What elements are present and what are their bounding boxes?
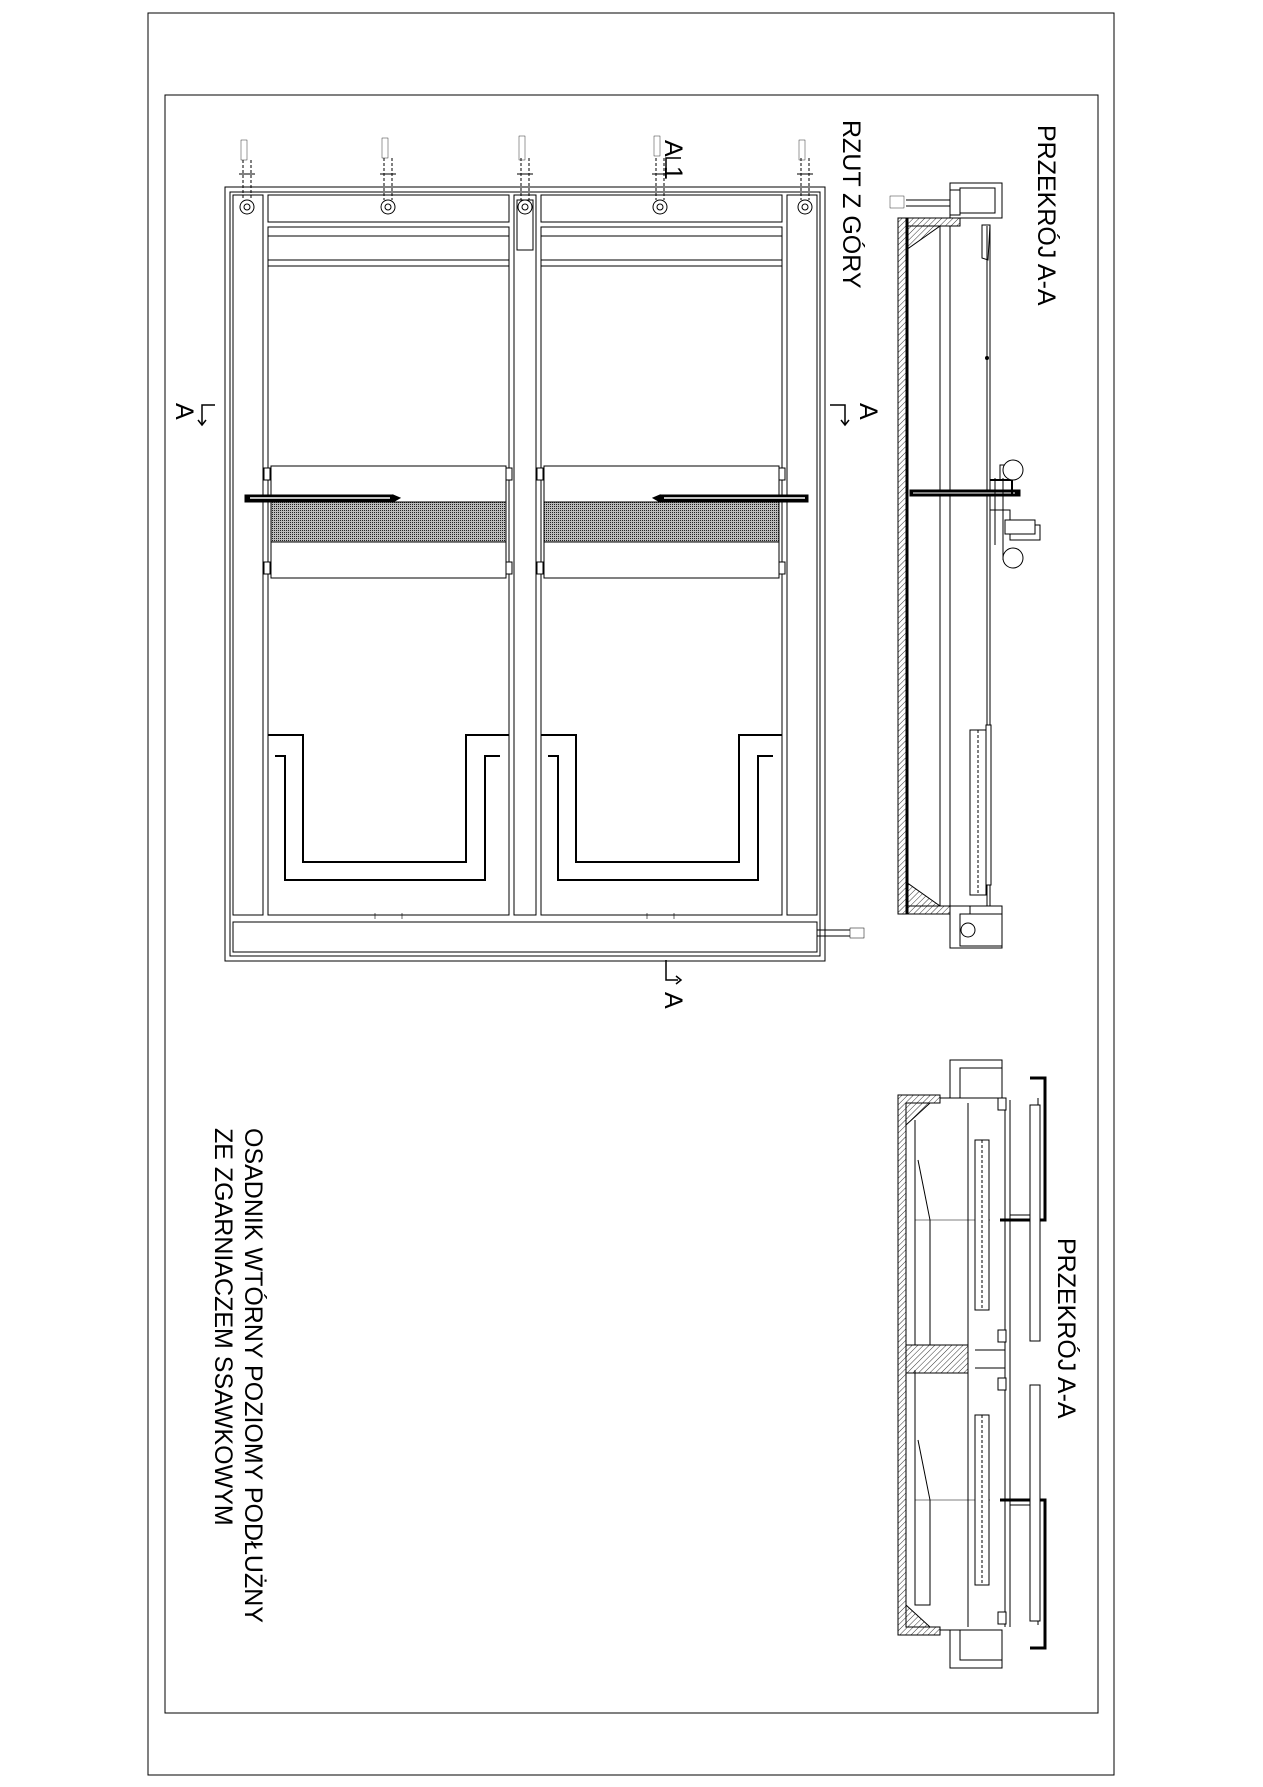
marker-a-right-letter: A	[854, 403, 882, 420]
divider-cap	[517, 200, 533, 250]
plan-view-title: RZUT Z GÓRY	[837, 120, 865, 289]
marker-a-left-letter: A	[170, 403, 198, 420]
pipe-stubs	[239, 158, 813, 214]
marker-a-top-number: 1	[659, 166, 687, 180]
pipe-labels	[241, 136, 805, 160]
side-channel-right	[787, 195, 817, 915]
section-marker-a-bottom	[666, 960, 681, 984]
section-title-bottom: PRZEKRÓJ A-A	[1052, 1238, 1080, 1419]
section-marker-a-left	[198, 405, 215, 425]
section-transverse	[898, 1060, 1045, 1668]
outer-frame	[148, 13, 1114, 1775]
section-marker-a-right	[830, 405, 849, 425]
central-divider	[514, 195, 536, 915]
inlet-channel-right	[541, 195, 782, 222]
inner-frame	[165, 95, 1098, 1713]
drawing-title-line2: ZE ZGARNIACZEM SSAWKOWYM	[209, 1128, 237, 1526]
inlet-channel-left	[268, 195, 509, 222]
marker-a-bottom-letter: A	[659, 992, 687, 1009]
outlet-pipe	[817, 928, 864, 938]
bottom-channel	[233, 922, 817, 952]
side-channel-left	[233, 195, 263, 915]
marker-a-top-letter: A	[659, 140, 687, 157]
drawing-title-line1: OSADNIK WTÓRNY POZIOMY PODŁUŻNY	[239, 1128, 267, 1623]
u-troughs	[268, 735, 782, 880]
section-title-top: PRZEKRÓJ A-A	[1032, 125, 1060, 306]
scraper-bridge-left	[245, 466, 512, 578]
section-longitudinal	[890, 183, 1040, 948]
flow-arrows	[375, 913, 674, 919]
scraper-bridge-right	[537, 466, 808, 578]
